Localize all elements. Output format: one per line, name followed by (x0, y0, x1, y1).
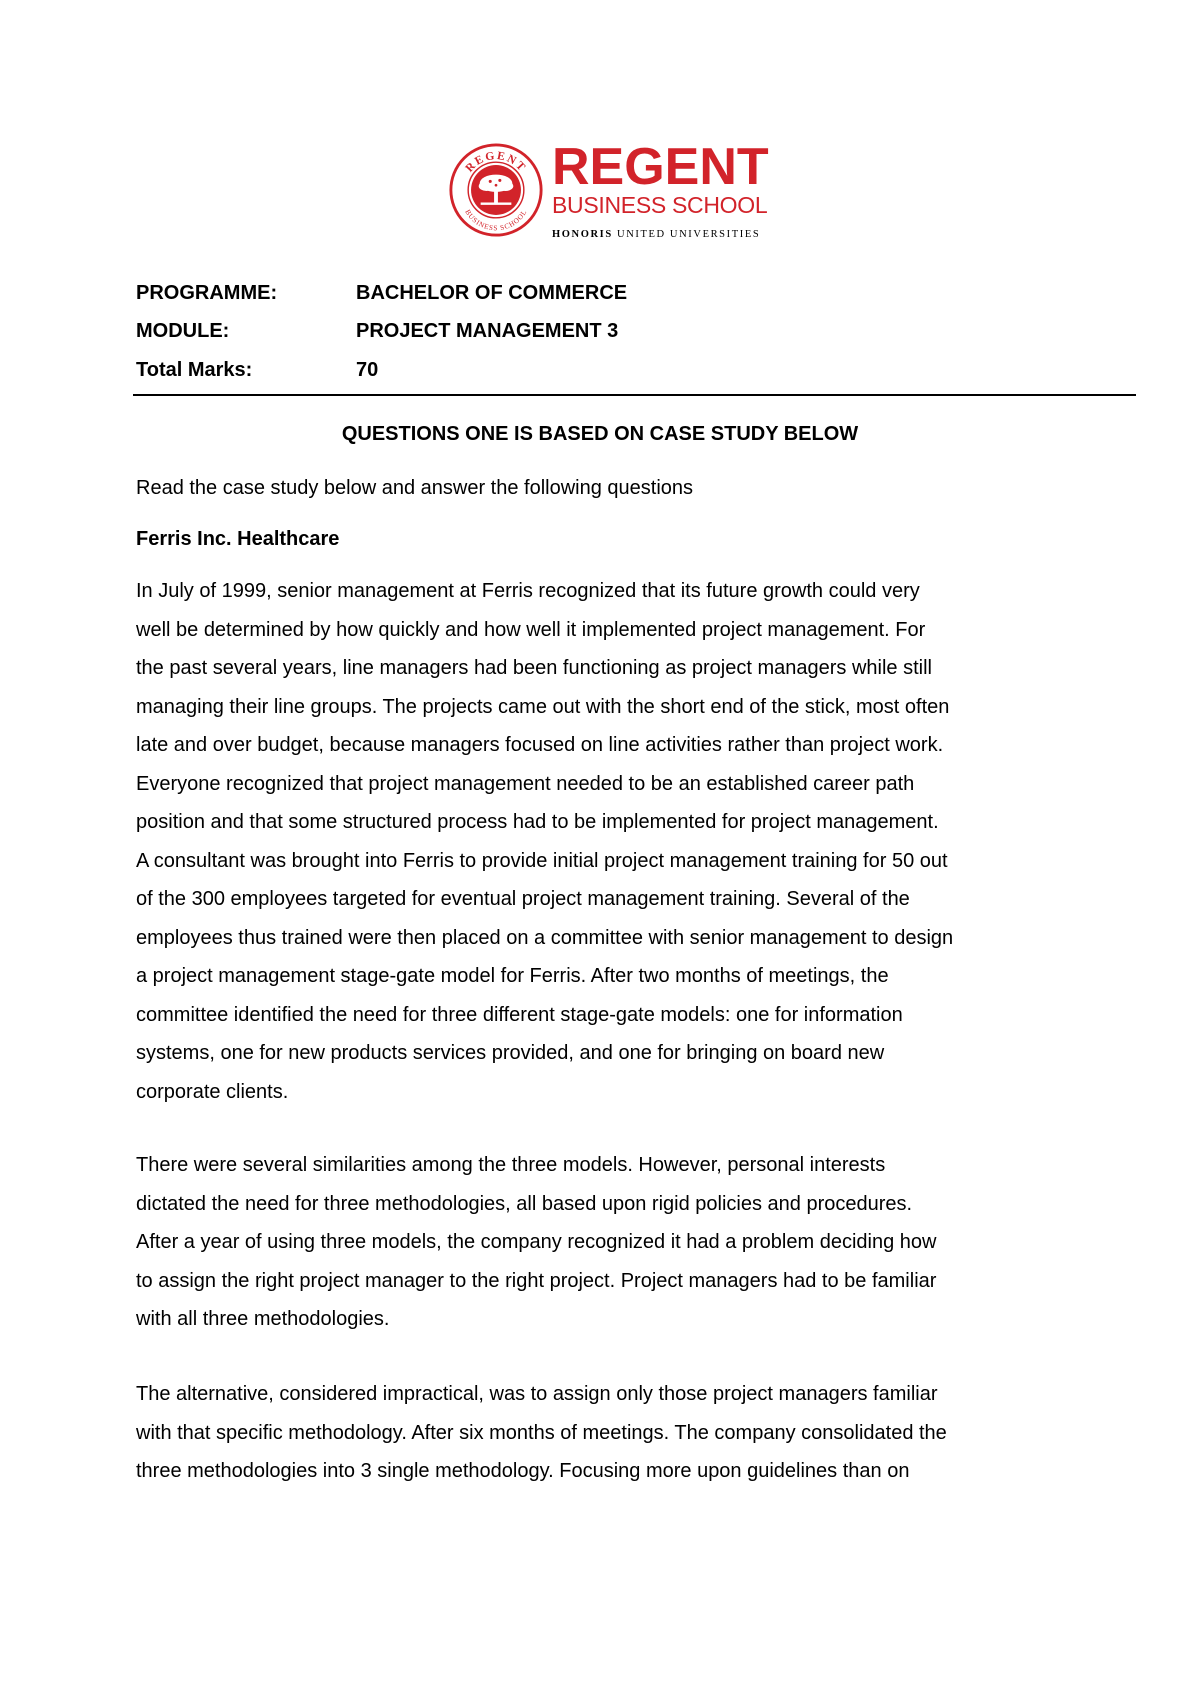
logo-school-text: BUSINESS SCHOOL (552, 192, 768, 218)
paragraph-line: dictated the need for three methodologies, all based upon rigid policies and procedures. (136, 1192, 913, 1215)
paragraph-line: After a year of using three models, the company recognized it had a problem deciding how (136, 1231, 937, 1253)
paragraph-line: employees thus trained were then placed on a committee with senior management to design (136, 926, 954, 949)
paragraph-line: systems, one for new products services provided, and one for bringing on board new (136, 1042, 885, 1064)
total-marks-label: Total Marks: (136, 358, 253, 381)
module-info-table (136, 274, 627, 390)
paragraph-line: to assign the right project manager to the right project. Project managers had to be familiar (136, 1269, 937, 1292)
section-heading: QUESTIONS ONE IS BASED ON CASE STUDY BELOW (341, 423, 859, 445)
paragraph-line: In July of 1999, senior management at Ferris recognized that its future growth could very (136, 580, 920, 602)
paragraph-line: with that specific methodology. After six months of meetings. The company consolidated the (136, 1421, 947, 1444)
paragraph-line: corporate clients. (136, 1080, 289, 1103)
programme-row (136, 274, 627, 313)
paragraph-line: with all three methodologies. (136, 1308, 390, 1330)
paragraph-line: a project management stage-gate model for Ferris. After two months of meetings, the (136, 965, 889, 987)
logo-honoris-text: HONORIS UNITED UNIVERSITIES (552, 229, 761, 240)
case-paragraph-1 (136, 572, 1076, 1111)
case-study-title: Ferris Inc. Healthcare (136, 528, 340, 550)
total-marks-row (136, 351, 627, 390)
seal-top-text: REGENT (463, 149, 529, 175)
paragraph-line: position and that some structured process had to be implemented for project management. (136, 811, 939, 833)
header-divider (133, 394, 1136, 396)
case-paragraph-2 (136, 1146, 1076, 1339)
logo-regent-text: REGENT (552, 138, 769, 196)
paragraph-line: well be determined by how quickly and how well it implemented project management. For (136, 618, 926, 641)
paragraph-line: the past several years, line managers had been functioning as project managers while still (136, 657, 932, 679)
total-marks-value: 70 (356, 358, 379, 381)
paragraph-line: late and over budget, because managers focused on line activities rather than project work. (136, 734, 944, 756)
paragraph-line: There were several similarities among the three models. However, personal interests (136, 1154, 886, 1176)
logo-wordmark (552, 138, 772, 242)
paragraph-line: committee identified the need for three different stage-gate models: one for information (136, 1003, 903, 1026)
paragraph-line: managing their line groups. The projects came out with the short end of the stick, most often (136, 695, 950, 718)
seal-bottom-text: BUSINESS SCHOOL (463, 208, 529, 233)
module-value: PROJECT MANAGEMENT 3 (356, 320, 619, 343)
regent-business-school-logo (448, 138, 769, 252)
paragraph-line: A consultant was brought into Ferris to provide initial project management training for 50 out (136, 849, 948, 872)
module-label: MODULE: (136, 320, 230, 343)
regent-seal-icon (448, 142, 544, 238)
instruction-text: Read the case study below and answer the following questions (136, 477, 694, 499)
paragraph-line: Everyone recognized that project management needed to be an established career path (136, 772, 915, 795)
paragraph-line: three methodologies into 3 single methodology. Focusing more upon guidelines than on (136, 1460, 910, 1482)
paragraph-line: The alternative, considered impractical, was to assign only those project managers familiar (136, 1383, 938, 1405)
programme-value: BACHELOR OF COMMERCE (356, 281, 628, 304)
case-paragraph-3 (136, 1375, 1076, 1491)
programme-label: PROGRAMME: (136, 281, 278, 304)
module-row (136, 313, 627, 352)
paragraph-line: of the 300 employees targeted for eventual project management training. Several of the (136, 888, 910, 910)
